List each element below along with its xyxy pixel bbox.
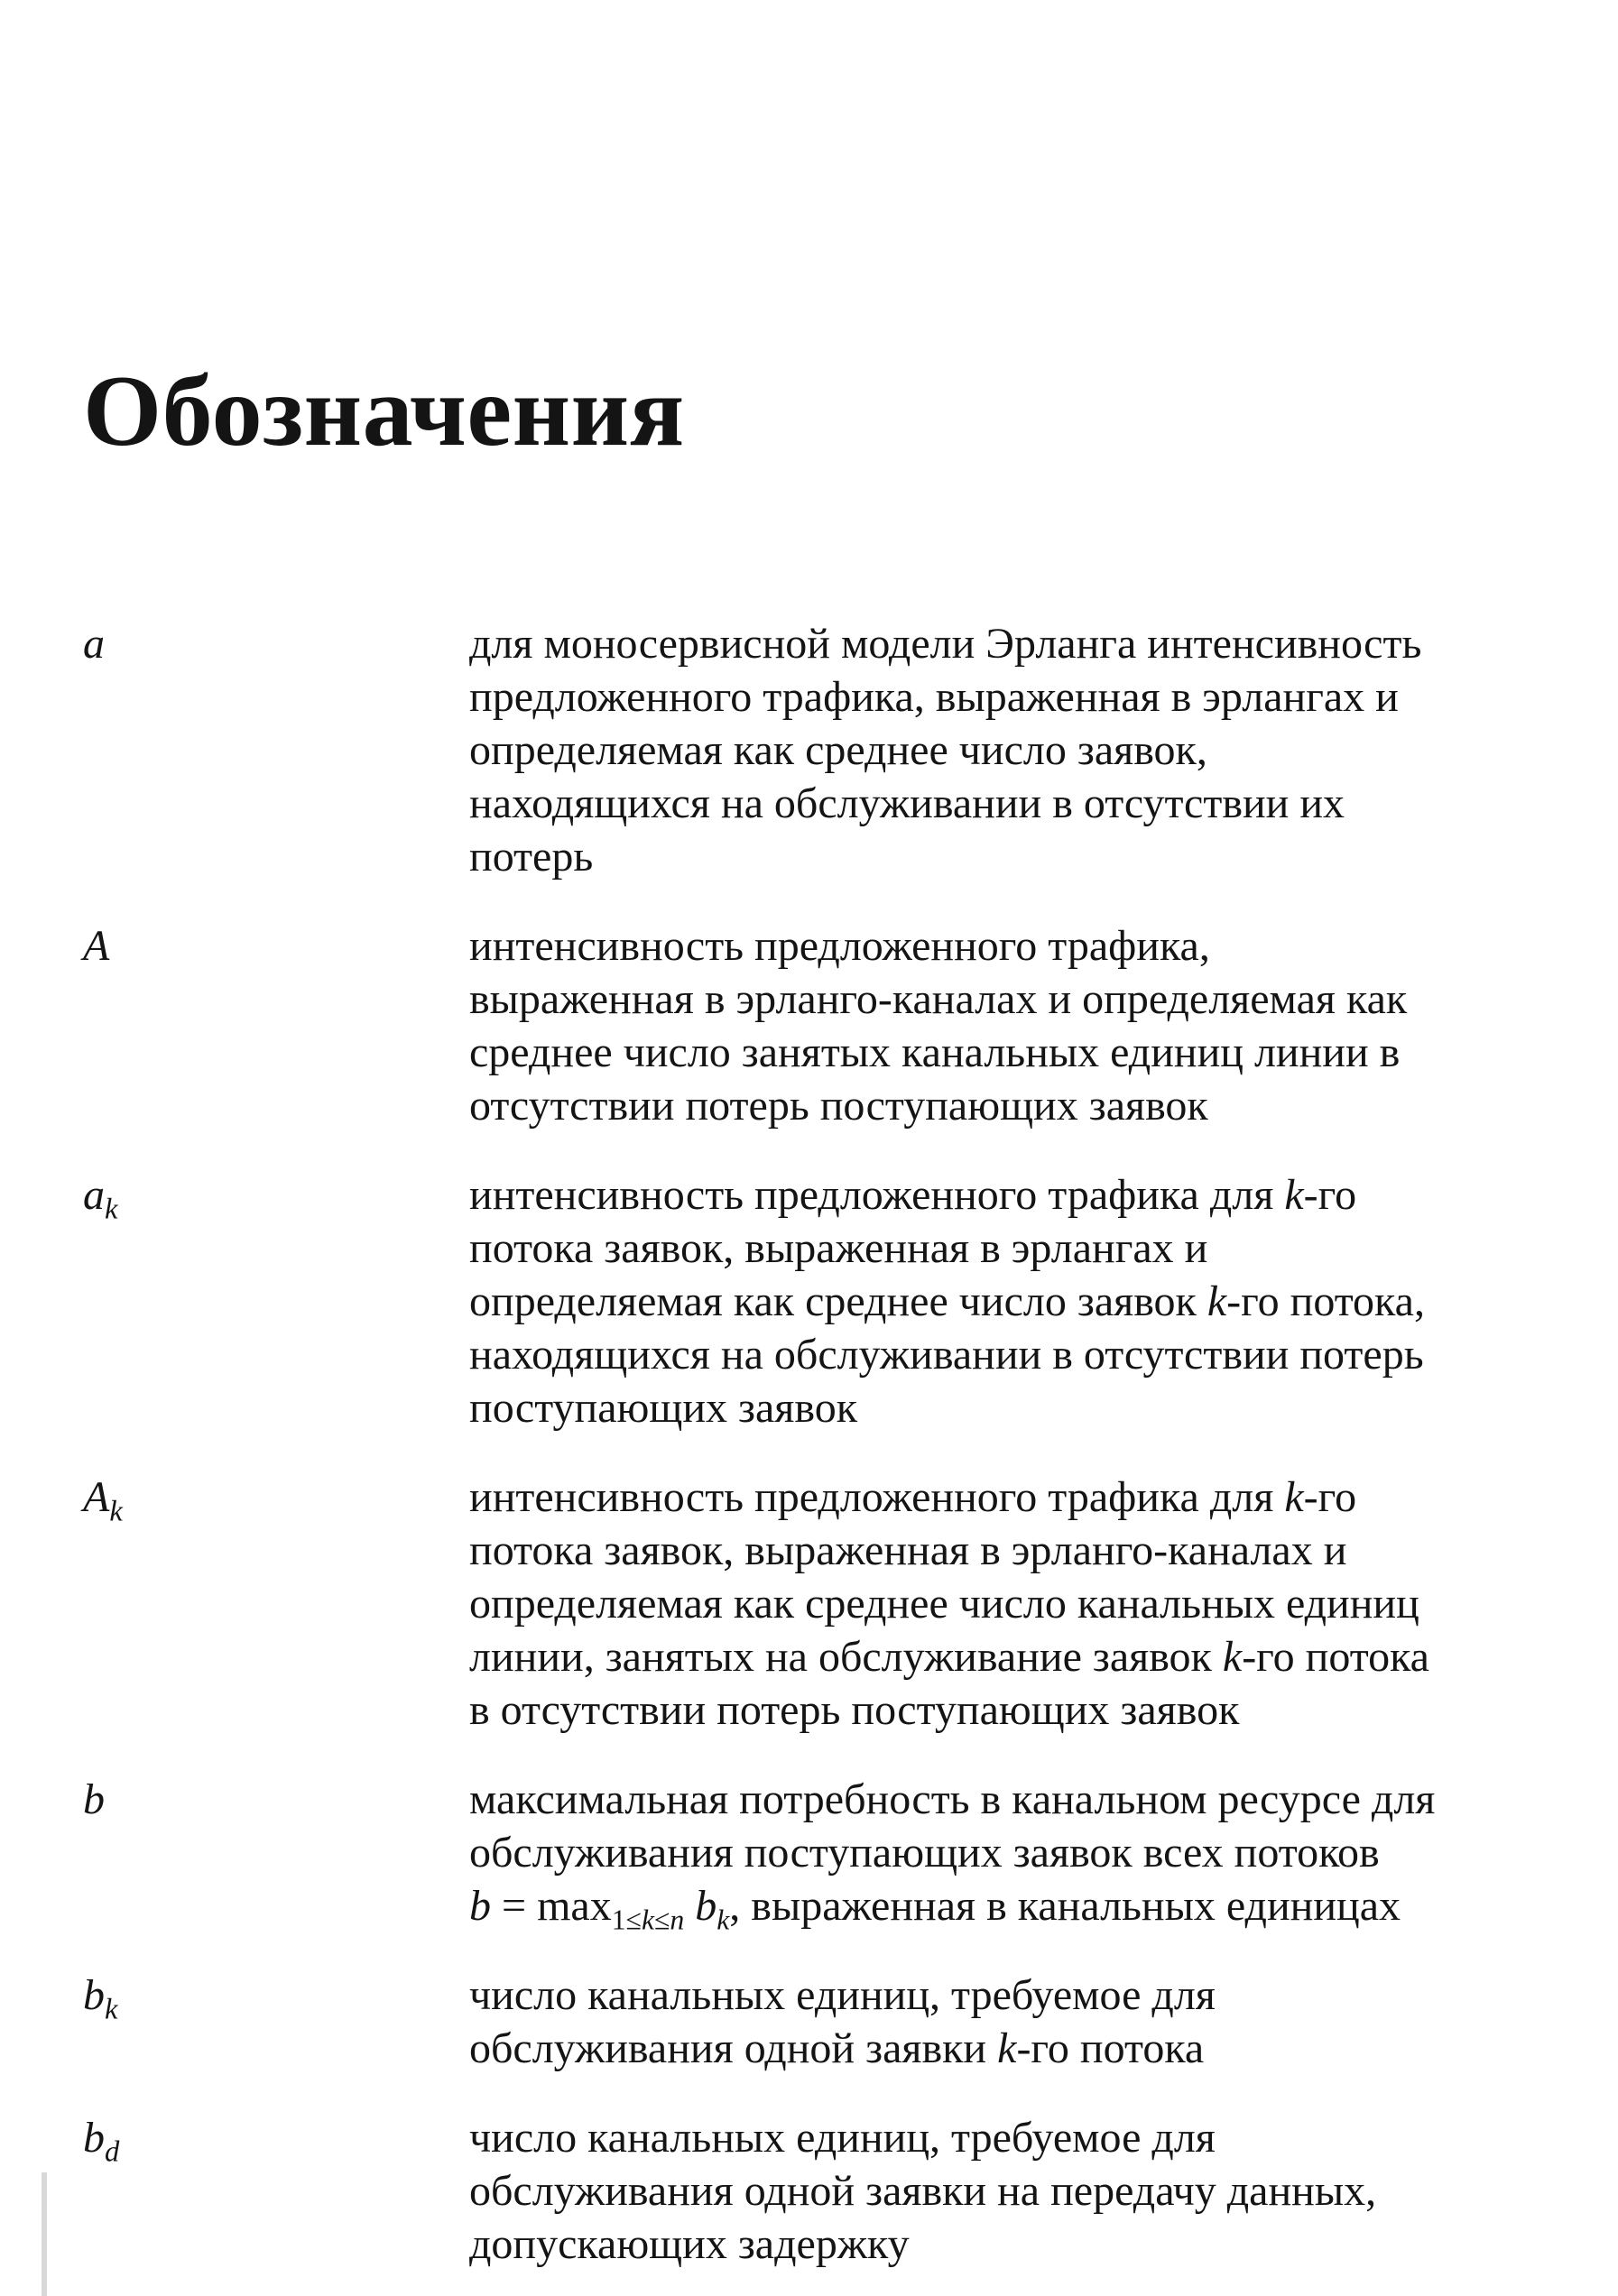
symbol-base: b [83,1775,105,1823]
definition-entry [83,1773,1582,1936]
text-segment: , выраженная в канальных единицах [729,1881,1401,1930]
text-segment: ≤ [654,1904,670,1936]
symbol-base: b [83,1970,105,2019]
text-segment: линии, занятых на обслуживание заявок [469,1632,1223,1681]
symbol-subscript: k [105,1993,118,2026]
entry-definition [469,2111,1582,2271]
text-segment: максимальная потребность в канальном ресурсе для [469,1775,1436,1823]
text-segment: k [641,1904,654,1936]
text-segment: поступающих заявок [469,1383,858,1432]
text-segment: -го [1303,1472,1357,1521]
scan-artifact-line [42,2172,47,2296]
text-segment: -го потока [1016,2024,1205,2072]
entry-definition [469,1168,1582,1434]
definition-list [83,617,1582,2271]
entry-symbol [83,617,469,670]
text-segment: число канальных единиц, требуемое для [469,2113,1216,2162]
text-segment: потерь [469,832,594,881]
text-segment: интенсивность предложенного трафика для [469,1170,1285,1219]
definition-entry [83,2111,1582,2271]
text-segment: находящихся на обслуживании в отсутствии их [469,779,1345,827]
text-segment: число канальных единиц, требуемое для [469,1970,1216,2019]
text-segment: -го потока, [1226,1277,1425,1325]
text-segment: n [670,1904,685,1936]
text-segment: -го [1303,1170,1357,1219]
symbol-base: A [83,921,110,970]
text-segment: определяемая как среднее число канальных единиц [469,1579,1419,1627]
symbol-subscript: k [109,1495,123,1528]
text-segment: среднее число занятых канальных единиц линии в [469,1028,1401,1076]
symbol-base: b [83,2113,105,2162]
chapter-title: Обозначения [83,355,685,467]
text-segment: k [1207,1277,1227,1325]
text-segment: обслуживания поступающих заявок всех потоков [469,1828,1380,1876]
entry-symbol [83,2111,469,2169]
definition-entry [83,1969,1582,2075]
entry-symbol [83,1471,469,1528]
text-segment: b [469,1881,491,1930]
entry-symbol [83,1969,469,2026]
text-segment: 1≤ [611,1904,642,1936]
text-segment: -го потока [1242,1632,1429,1681]
text-segment: обслуживания одной заявки на передачу данных, [469,2166,1377,2215]
definition-entry [83,1168,1582,1434]
symbol-base: a [83,619,105,668]
definition-entry [83,1471,1582,1737]
entry-definition [469,1471,1582,1737]
entry-definition [469,1773,1582,1936]
text-segment: выраженная в эрланго-каналах и определяемая как [469,974,1408,1023]
text-segment: интенсивность предложенного трафика, [469,921,1210,970]
text-segment: k [1222,1632,1243,1681]
text-segment: интенсивность предложенного трафика для [469,1472,1285,1521]
text-segment: предложенного трафика, выраженная в эрлангах и [469,672,1399,721]
entry-definition [469,617,1582,883]
text-segment: в отсутствии потерь поступающих заявок [469,1685,1240,1734]
text-segment: k [1284,1170,1304,1219]
entry-definition [469,919,1582,1132]
symbol-subscript: k [105,1193,118,1226]
definition-entry [83,919,1582,1132]
text-segment [684,1882,695,1930]
text-segment: находящихся на обслуживании в отсутствии потерь [469,1330,1424,1379]
text-segment: k [1284,1472,1304,1521]
text-segment: потока заявок, выраженная в эрланго-каналах и [469,1526,1347,1574]
text-segment: b [695,1881,717,1930]
definition-entry [83,617,1582,883]
text-segment: = max [491,1881,612,1930]
text-segment: определяемая как среднее число заявок [469,1277,1207,1325]
text-segment: k [717,1904,730,1936]
entry-symbol [83,919,469,973]
symbol-subscript: d [105,2135,120,2169]
text-segment: потока заявок, выраженная в эрлангах и [469,1223,1208,1272]
symbol-base: A [83,1472,110,1521]
entry-definition [469,1969,1582,2075]
text-segment: отсутствии потерь поступающих заявок [469,1081,1208,1130]
text-segment: определяемая как среднее число заявок, [469,725,1207,774]
symbol-base: a [83,1170,105,1219]
text-segment: обслуживания одной заявки [469,2024,998,2072]
text-segment: допускающих задержку [469,2219,910,2268]
text-segment: для моносервисной модели Эрланга интенсивность [469,619,1422,668]
text-segment: k [997,2024,1017,2072]
entry-symbol [83,1773,469,1826]
entry-symbol [83,1168,469,1226]
